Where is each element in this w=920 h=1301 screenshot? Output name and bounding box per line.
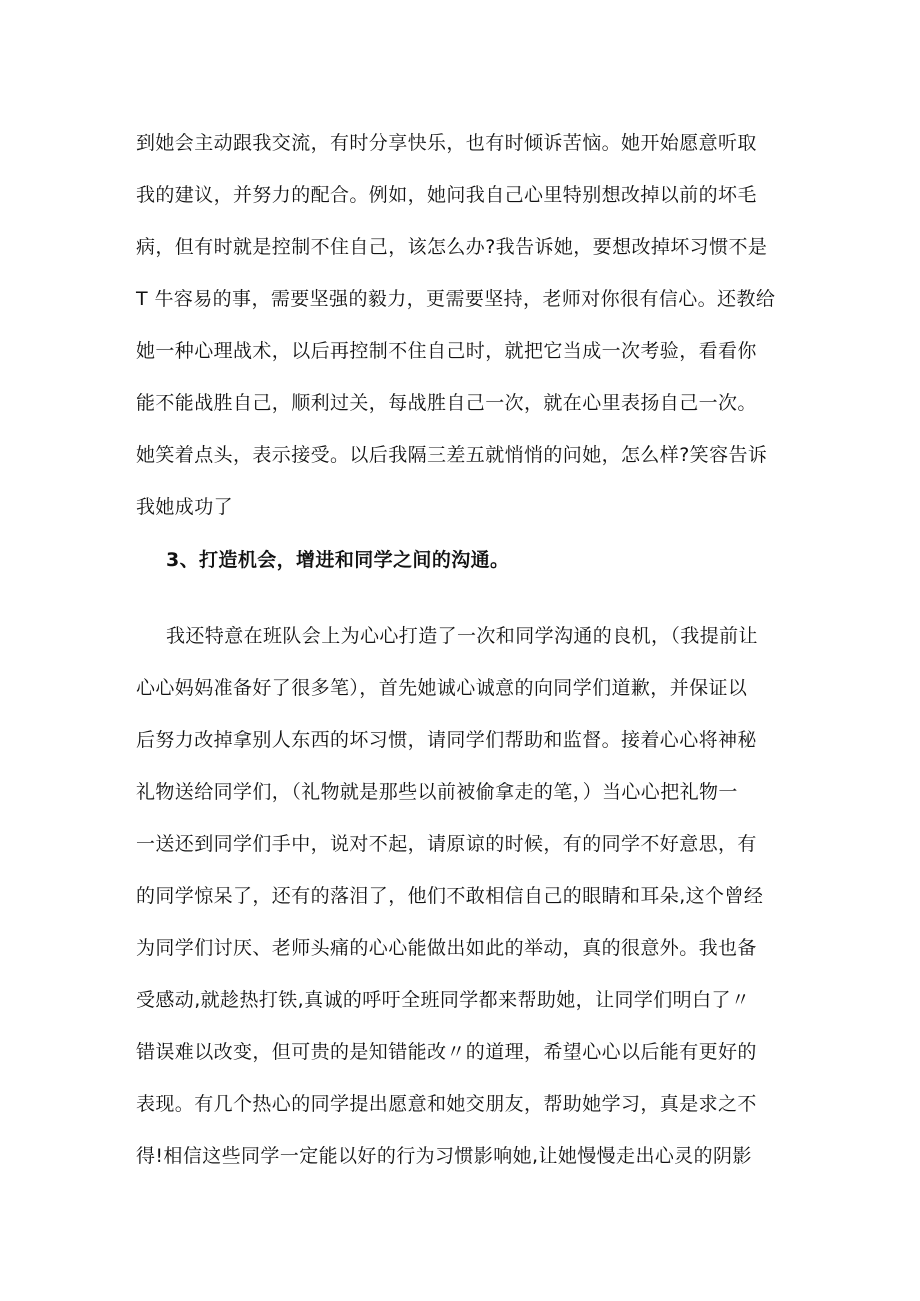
paragraph-2-line: 后努力改掉拿别人东西的坏习惯，请同学们帮助和监督。接着心心将神秘 [136, 729, 757, 751]
paragraph-2-line: 受感动,就趁热打铁,真诚的呼吁全班同学都来帮助她，让同学们明白了〃 [136, 989, 751, 1011]
paragraph-1-line: 病，但有时就是控制不住自己，该怎么办?我告诉她，要想改掉坏习惯不是 [136, 236, 768, 258]
paragraph-2-line: 礼物送给同学们，（礼物就是那些以前被偷拿走的笔，）当心心把礼物一 [136, 781, 738, 803]
paragraph-1-line: T 牛容易的事，需要坚强的毅力，更需要坚持，老师对你很有信心。还教给 [136, 288, 776, 310]
paragraph-2-line: 表现。有几个热心的同学提出愿意和她交朋友，帮助她学习，真是求之不 [136, 1093, 757, 1115]
paragraph-2-line: 的同学惊呆了，还有的落泪了，他们不敢相信自己的眼睛和耳朵,这个曾经 [136, 885, 764, 907]
paragraph-1-line: 我的建议，并努力的配合。例如，她问我自己心里特别想改掉以前的坏毛 [136, 184, 757, 206]
paragraph-2-line: 错误难以改变，但可贵的是知错能改〃的道理，希望心心以后能有更好的 [136, 1041, 757, 1063]
paragraph-2-line: 为同学们讨厌、老师头痛的心心能做出如此的举动，真的很意外。我也备 [136, 937, 757, 959]
paragraph-1-line: 能不能战胜自己，顺利过关，每战胜自己一次，就在心里表扬自己一次。 [136, 392, 757, 414]
paragraph-2-line: 我还特意在班队会上为心心打造了一次和同学沟通的良机，（我提前让 [166, 625, 758, 647]
paragraph-2-line: 一送还到同学们手中，说对不起，请原谅的时候，有的同学不好意思，有 [136, 833, 757, 855]
paragraph-1-line: 她一种心理战术，以后再控制不住自己时，就把它当成一次考验，看看你 [136, 340, 757, 362]
section-heading: 3、打造机会，增进和同学之间的沟通。 [166, 549, 510, 571]
paragraph-1-line: 她笑着点头，表示接受。以后我隔三差五就悄悄的问她，怎么样?笑容告诉 [136, 444, 768, 466]
paragraph-2-line: 心心妈妈准备好了很多笔），首先她诚心诚意的向同学们道歉，并保证以 [136, 677, 748, 699]
paragraph-2-line: 得!相信这些同学一定能以好的行为习惯影响她,让她慢慢走出心灵的阴影 [136, 1145, 752, 1167]
paragraph-1-line: 我她成功了 [136, 496, 234, 518]
paragraph-1-line: 到她会主动跟我交流，有时分享快乐，也有时倾诉苦恼。她开始愿意听取 [136, 132, 757, 154]
